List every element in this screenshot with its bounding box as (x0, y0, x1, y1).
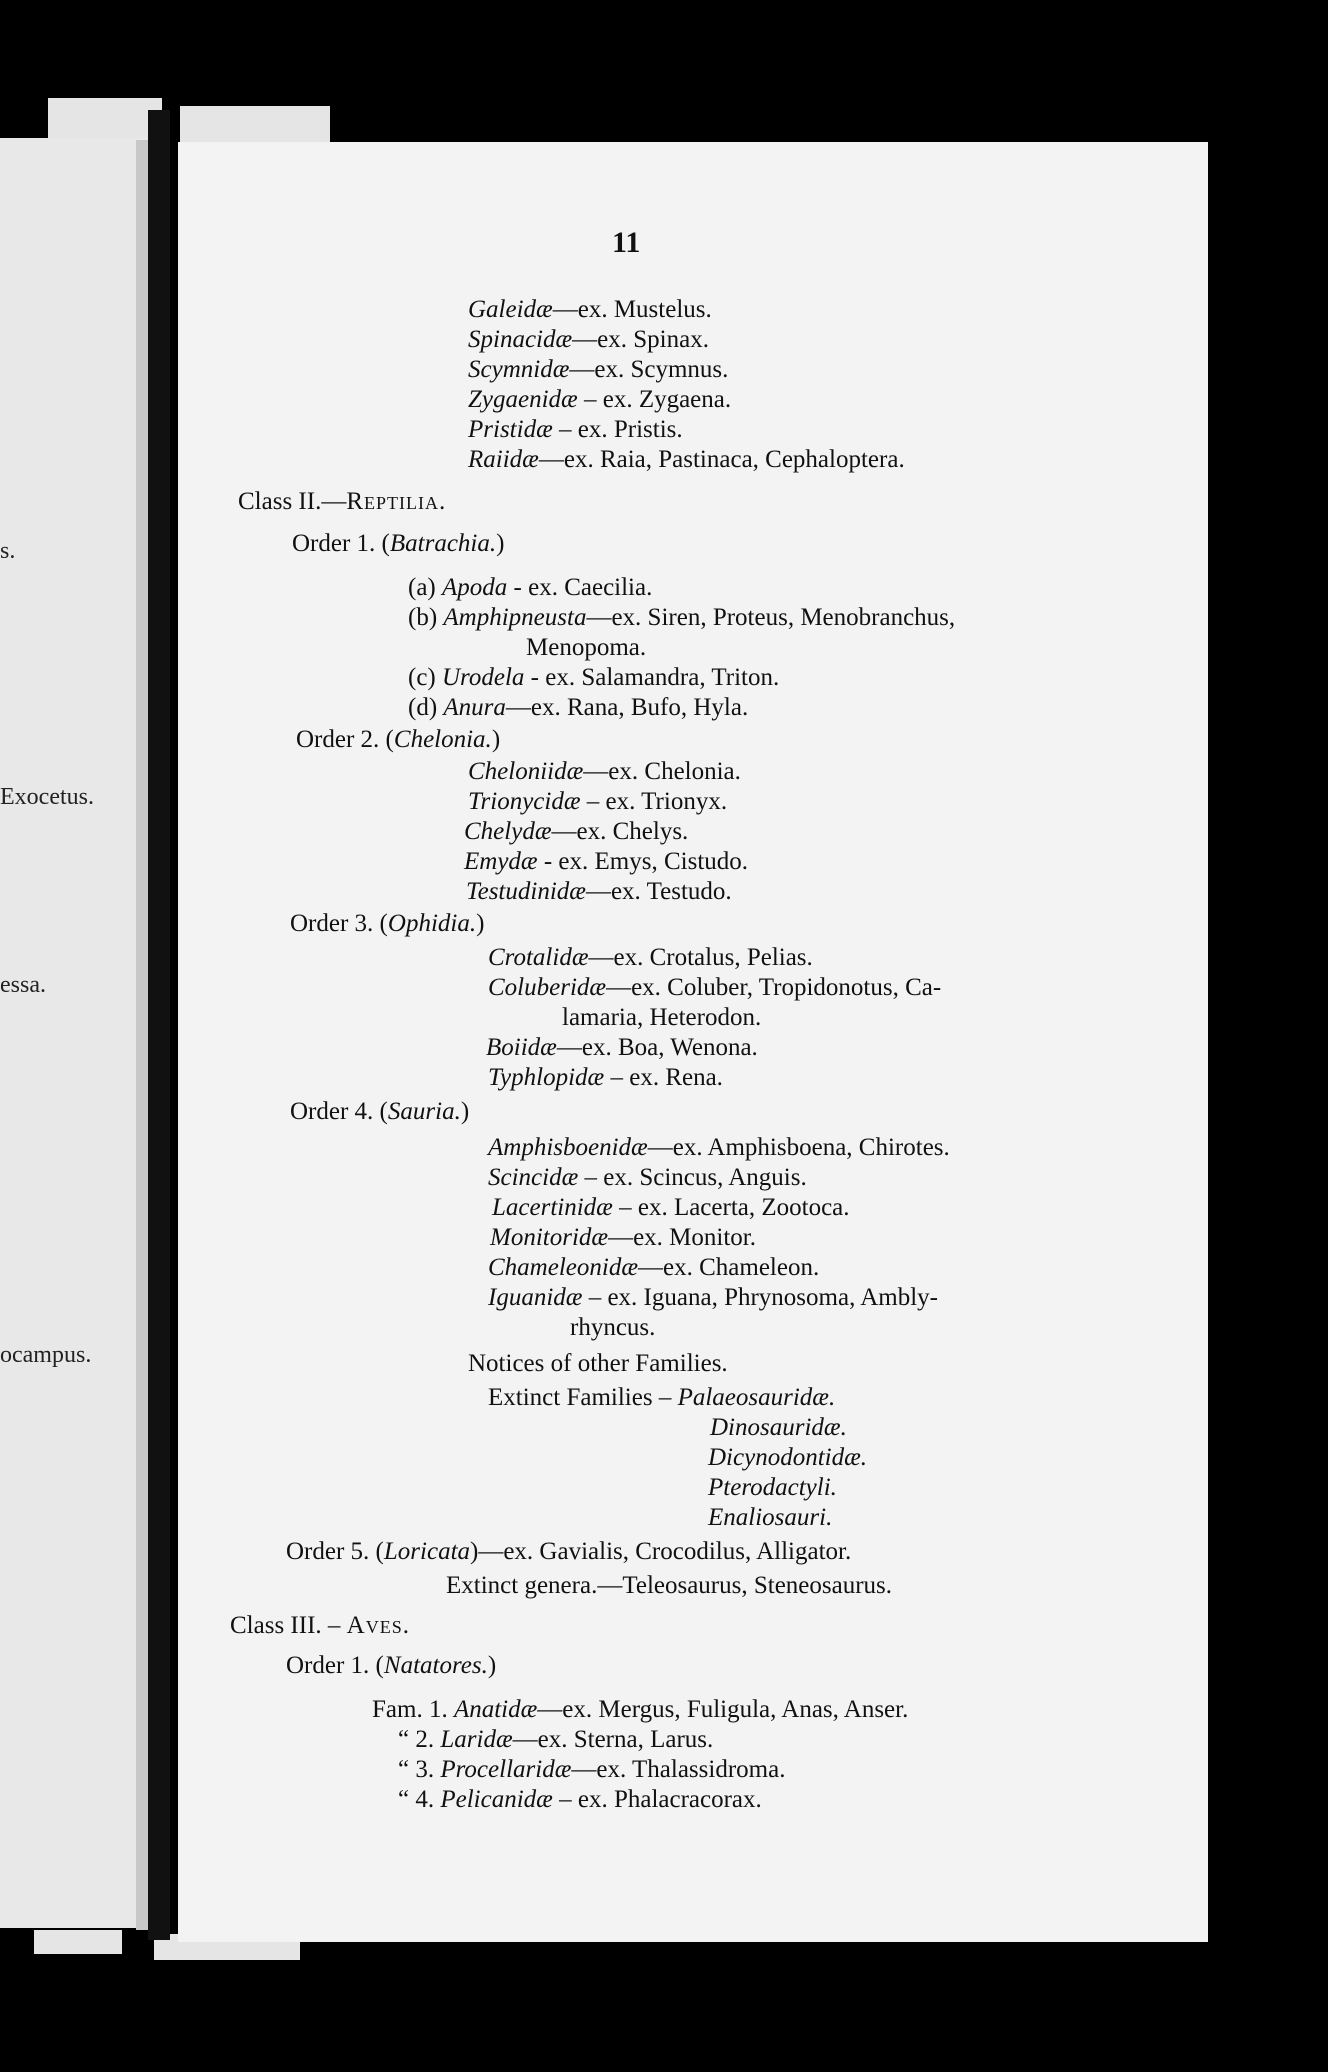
line-text: Menopoma. (526, 634, 647, 661)
line-text: —ex. Monitor. (608, 1224, 756, 1251)
taxon-name: Boiidæ (486, 1034, 557, 1061)
text-line (708, 1444, 867, 1472)
text-line (468, 356, 728, 384)
text-line (468, 758, 741, 786)
line-text: - ex. Caecilia. (507, 574, 653, 601)
line-text: Notices of other Families. (468, 1350, 728, 1377)
line-prefix: (b) (408, 604, 444, 631)
text-line (408, 664, 779, 692)
line-text: Extinct genera.—Teleosaurus, Steneosaurus. (446, 1572, 893, 1599)
taxon-name: Batrachia. (389, 530, 497, 557)
taxon-name: Amphisboenidæ (488, 1134, 648, 1161)
text-line (468, 296, 712, 324)
text-line (488, 1164, 807, 1192)
taxon-name: Amphipneusta (443, 604, 587, 631)
text-line (468, 386, 731, 414)
page-tab-right (180, 106, 330, 142)
line-text: —ex. Sterna, Larus. (512, 1726, 714, 1753)
line-prefix: “ 2. (398, 1726, 441, 1753)
text-line (290, 1098, 469, 1126)
text-line (464, 818, 688, 846)
taxon-name: Scymnidæ (468, 356, 570, 383)
line-prefix: Class II.— (238, 488, 347, 515)
left-fragment: Exocetus. (0, 784, 94, 810)
line-text: —ex. Spinax. (572, 326, 709, 353)
taxon-name: Apoda (442, 574, 508, 601)
line-prefix: (a) (408, 574, 442, 601)
text-line (490, 1224, 756, 1252)
line-text: —ex. Chameleon. (638, 1254, 820, 1281)
left-page (0, 138, 150, 1928)
text-line (398, 1726, 713, 1754)
text-line (468, 1350, 728, 1378)
line-text: —ex. Mustelus. (552, 296, 712, 323)
taxon-name: Coluberidæ (488, 974, 607, 1001)
text-line (286, 1538, 851, 1566)
line-text: —ex. Raia, Pastinaca, Cephaloptera. (538, 446, 905, 473)
taxon-name: Trionycidæ (468, 788, 581, 815)
line-text: rhyncus. (570, 1314, 656, 1341)
text-line (710, 1414, 847, 1442)
taxon-name: Dicynodontidæ. (708, 1444, 868, 1471)
taxon-name: Pterodactyli. (708, 1474, 837, 1501)
text-line (446, 1572, 892, 1600)
left-fragment: essa. (0, 972, 46, 998)
taxon-name: Ophidia. (387, 910, 477, 937)
line-text: – ex. Iguana, Phrynosoma, Ambly- (582, 1284, 938, 1311)
line-text: —ex. Chelonia. (583, 758, 741, 785)
line-text: —ex. Boa, Wenona. (556, 1034, 758, 1061)
taxon-name: Laridæ (440, 1726, 513, 1753)
line-text: )—ex. Gavialis, Crocodilus, Alligator. (470, 1538, 852, 1565)
text-line (464, 848, 748, 876)
text-line (372, 1696, 908, 1724)
taxon-name: Enaliosauri. (708, 1504, 833, 1531)
left-fragment: ocampus. (0, 1342, 92, 1368)
line-text: – ex. Phalacracorax. (552, 1786, 762, 1813)
taxon-name: Chelydæ (464, 818, 552, 845)
line-text: - ex. Emys, Cistudo. (537, 848, 749, 875)
taxon-name: Iguanidæ (488, 1284, 583, 1311)
line-text: —ex. Amphisboena, Chirotes. (647, 1134, 950, 1161)
taxon-name: Typhlopidæ (488, 1064, 605, 1091)
taxon-name: Monitoridæ (490, 1224, 609, 1251)
text-line (398, 1786, 762, 1814)
line-prefix: (d) (408, 694, 444, 721)
line-prefix: Class III. – (230, 1612, 347, 1639)
text-line (488, 1254, 819, 1282)
taxon-name: Procellaridæ (440, 1756, 572, 1783)
text-line (290, 910, 484, 938)
line-text: —ex. Rana, Bufo, Hyla. (505, 694, 749, 721)
taxon-name: Lacertinidæ (492, 1194, 613, 1221)
text-line (488, 1064, 723, 1092)
text-line (526, 634, 646, 662)
line-prefix: Order 4. ( (290, 1098, 388, 1125)
line-text: —ex. Coluber, Tropidonotus, Ca- (606, 974, 942, 1001)
text-line (408, 604, 955, 632)
taxon-name: Raiidæ (468, 446, 539, 473)
text-line (488, 1384, 835, 1412)
taxon-name: Anura (443, 694, 506, 721)
line-prefix: Order 3. ( (290, 910, 388, 937)
line-text: —ex. Testudo. (585, 878, 732, 905)
taxon-name: Testudinidæ (466, 878, 586, 905)
taxon-name: Scincidæ (488, 1164, 579, 1191)
taxon-name: Spinacidæ (468, 326, 573, 353)
line-text: - ex. Salamandra, Triton. (524, 664, 780, 691)
taxon-name: Urodela (442, 664, 525, 691)
taxon-name: Loricata (383, 1538, 471, 1565)
text-line (398, 1756, 785, 1784)
taxon-name: Cheloniidæ (468, 758, 584, 785)
text-line (570, 1314, 655, 1342)
text-line (488, 1134, 950, 1162)
left-fragment: s. (0, 538, 16, 564)
line-text: —ex. Scymnus. (569, 356, 729, 383)
taxon-name: Zygaenidæ (468, 386, 578, 413)
line-text: ) (460, 1098, 470, 1125)
line-text: ) (476, 910, 485, 937)
text-line (492, 1194, 850, 1222)
text-line (468, 326, 709, 354)
page-number: 11 (612, 226, 641, 259)
page-tab-left (48, 98, 162, 138)
taxon-name: Chameleonidæ (488, 1254, 638, 1281)
line-text: – ex. Rena. (604, 1064, 723, 1091)
text-line (408, 694, 748, 722)
line-text: – ex. Trionyx. (580, 788, 728, 815)
taxon-name: Chelonia. (393, 726, 492, 753)
line-text: —ex. Thalassidroma. (571, 1756, 786, 1783)
line-text: ) (487, 1652, 497, 1679)
binding-spine (148, 110, 170, 1940)
taxon-name: Galeidæ (468, 296, 553, 323)
text-line (468, 788, 727, 816)
class-name: Aves. (346, 1612, 410, 1639)
line-text: ) (491, 726, 501, 753)
taxon-name: Pelicanidæ (440, 1786, 553, 1813)
text-line (488, 944, 813, 972)
text-line (292, 530, 504, 558)
text-line (286, 1652, 496, 1680)
text-line (238, 488, 446, 516)
line-text: —ex. Crotalus, Pelias. (588, 944, 813, 971)
line-text: – ex. Lacerta, Zootoca. (612, 1194, 850, 1221)
text-line (562, 1004, 761, 1032)
taxon-name: Dinosauridæ. (710, 1414, 847, 1441)
line-text: —ex. Mergus, Fuligula, Anas, Anser. (537, 1696, 909, 1723)
text-line (488, 1284, 938, 1312)
line-prefix: (c) (408, 664, 442, 691)
line-text: – ex. Pristis. (552, 416, 683, 443)
line-text: – ex. Scincus, Anguis. (578, 1164, 807, 1191)
text-line (708, 1474, 837, 1502)
taxon-name: Crotalidæ (488, 944, 589, 971)
line-prefix: Fam. 1. (372, 1696, 454, 1723)
text-line (466, 878, 732, 906)
taxon-name: Sauria. (387, 1098, 461, 1125)
taxon-name: Natatores. (383, 1652, 488, 1679)
line-text: —ex. Siren, Proteus, Menobranchus, (586, 604, 956, 631)
line-text: —ex. Chelys. (551, 818, 689, 845)
text-line (230, 1612, 410, 1640)
line-prefix: Order 5. ( (286, 1538, 384, 1565)
taxon-name: Pristidæ (468, 416, 553, 443)
line-prefix: Order 1. ( (286, 1652, 384, 1679)
text-line (408, 574, 652, 602)
line-prefix: Order 1. ( (292, 530, 390, 557)
line-prefix: “ 3. (398, 1756, 441, 1783)
line-text: ) (496, 530, 505, 557)
page-tab-bottom (34, 1930, 122, 1954)
text-line (468, 446, 905, 474)
line-text: – ex. Zygaena. (577, 386, 732, 413)
line-prefix: Order 2. ( (296, 726, 394, 753)
taxon-name: Emydæ (464, 848, 538, 875)
text-line (296, 726, 500, 754)
line-text: lamaria, Heterodon. (562, 1004, 762, 1031)
class-name: Reptilia. (346, 488, 447, 515)
text-line (486, 1034, 758, 1062)
text-line (488, 974, 941, 1002)
line-prefix: “ 4. (398, 1786, 441, 1813)
taxon-name: Palaeosauridæ. (677, 1384, 836, 1411)
text-line (708, 1504, 832, 1532)
text-line (468, 416, 683, 444)
line-prefix: Extinct Families – (488, 1384, 678, 1411)
taxon-name: Anatidæ (453, 1696, 538, 1723)
